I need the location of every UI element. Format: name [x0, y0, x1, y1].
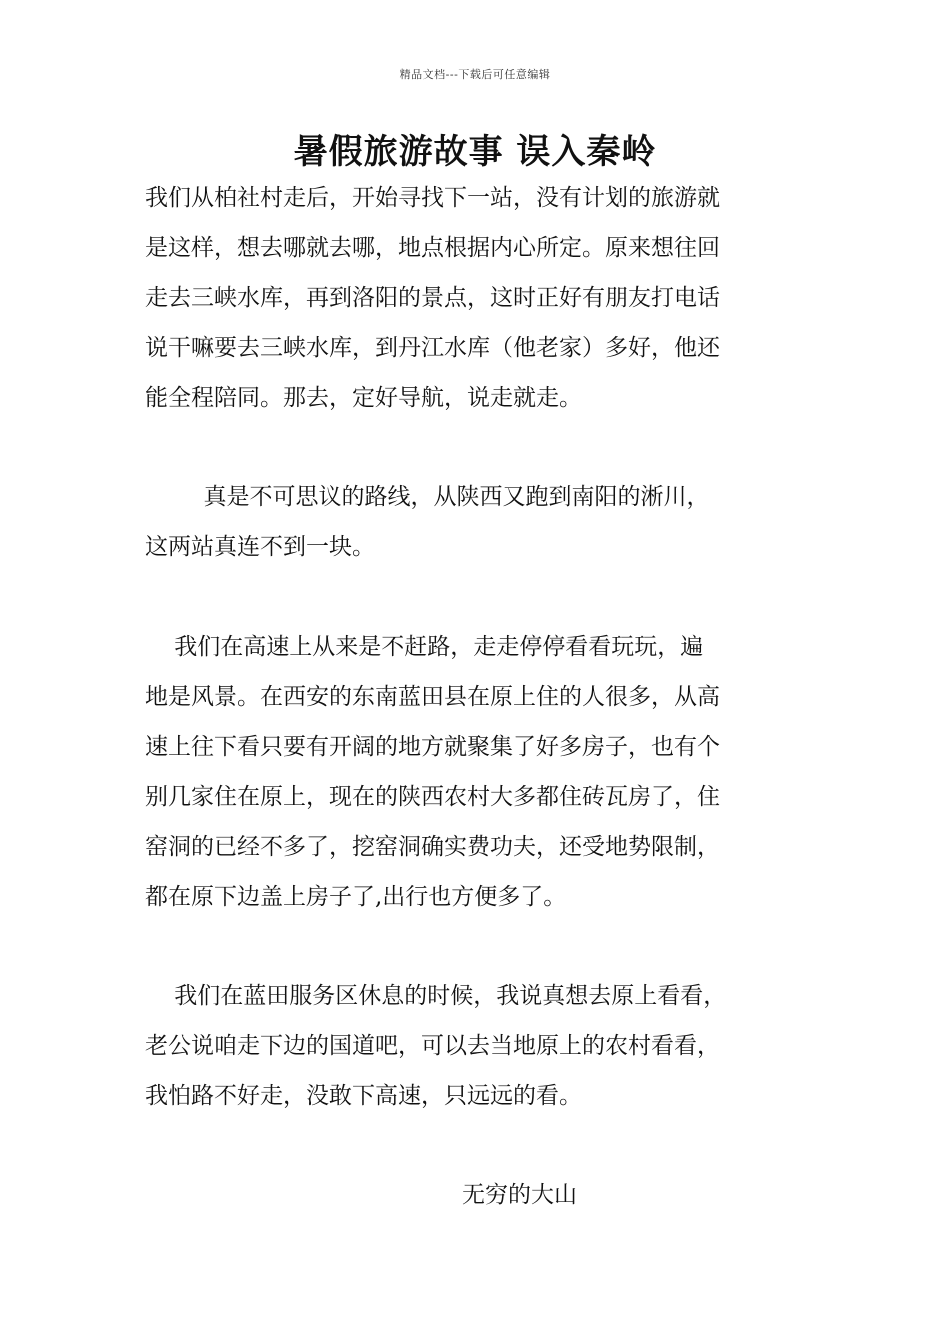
paragraph-line: 别几家住在原上，现在的陕西农村大多都住砖瓦房了，住 [145, 784, 720, 810]
paragraph-line: 地是风景。在西安的东南蓝田县在原上住的人很多，从高 [145, 684, 720, 710]
paragraph-2 [145, 472, 825, 572]
paragraph-line: 我们从柏社村走后，开始寻找下一站，没有计划的旅游就 [145, 185, 720, 211]
document-title: 暑假旅游故事 误入秦岭 [293, 132, 657, 172]
paragraph-line: 真是不可思议的路线，从陕西又跑到南阳的淅川， [145, 484, 710, 510]
paragraph-line: 速上往下看只要有开阔的地方就聚集了好多房子，也有个 [145, 734, 720, 760]
paragraph-line: 我怕路不好走，没敢下高速，只远远的看。 [145, 1083, 582, 1109]
paragraph-line: 窑洞的已经不多了，挖窑洞确实费功夫，还受地势限制， [145, 834, 720, 860]
paragraph-4 [145, 971, 825, 1121]
paragraph-line: 是这样，想去哪就去哪，地点根据内心所定。原来想往回 [145, 235, 720, 261]
paragraph-line: 这两站真连不到一块。 [145, 534, 375, 560]
section-subheading: 无穷的大山 [462, 1182, 577, 1208]
paragraph-line: 我们在蓝田服务区休息的时候，我说真想去原上看看， [145, 983, 727, 1009]
paragraph-line: 能全程陪同。那去，定好导航，说走就走。 [145, 385, 582, 411]
paragraph-line: 走去三峡水库，再到洛阳的景点，这时正好有朋友打电话 [145, 285, 720, 311]
paragraph-line: 说干嘛要去三峡水库，到丹江水库（他老家）多好，他还 [145, 335, 720, 361]
header-note: 精品文档---下载后可任意编辑 [399, 68, 551, 81]
paragraph-line: 老公说咱走下边的国道吧，可以去当地原上的农村看看， [145, 1033, 720, 1059]
paragraph-line: 我们在高速上从来是不赶路，走走停停看看玩玩，遍 [145, 634, 704, 660]
paragraph-3 [145, 622, 825, 922]
paragraph-1 [145, 173, 825, 423]
paragraph-line: 都在原下边盖上房子了,出行也方便多了。 [145, 884, 567, 910]
